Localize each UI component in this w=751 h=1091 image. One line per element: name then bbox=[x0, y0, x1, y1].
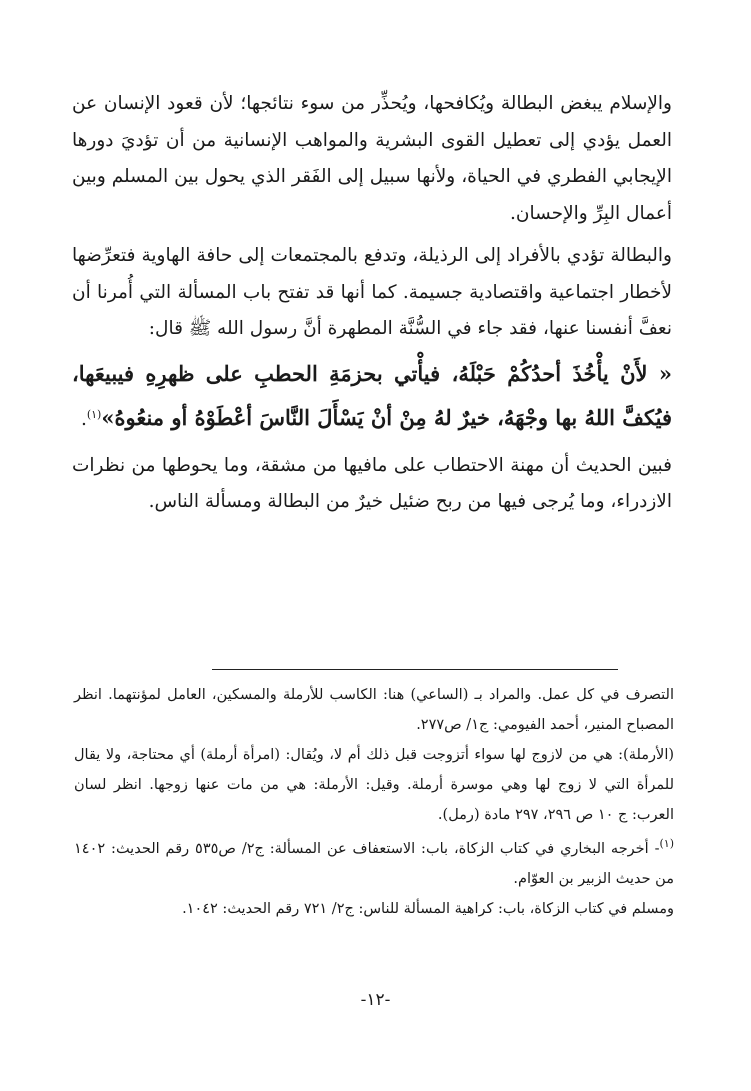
paragraph-conclusion: فبين الحديث أن مهنة الاحتطاب على مافيها من مشقة، وما يحوطها من نظرات الازدراء، وما يُرجى فيها من ربح ضئيل خيرٌ من البطالة ومسألة الناس. bbox=[72, 454, 672, 512]
footnote-ref-1: (١) bbox=[86, 407, 102, 421]
hadith-quote bbox=[72, 352, 672, 440]
footnote-marker: (١) bbox=[659, 837, 674, 851]
hadith-text: « لأَنْ يأْخُذَ أحدُكُمْ حَبْلَهُ، فيأْتي بحزمَةِ الحطبِ على ظهرِهِ فيبيعَها، فيُكفَّ اللهُ بها وجْهَهُ، خيرٌ لهُ مِنْ أنْ يَسْأَلَ النَّاسَ أعْطَوْهُ أو منعُوهُ» bbox=[72, 360, 672, 430]
page-number: -١٢- bbox=[360, 990, 391, 1010]
footnote-separator bbox=[212, 669, 618, 670]
footnote-1-text: - أخرجه البخاري في كتاب الزكاة، باب: الاستعفاف عن المسألة: ج٢/ ص٥٣٥ رقم الحديث: ١٤٠٢ من حديث الزبير بن العوّام. bbox=[74, 841, 674, 887]
paragraph-consequences: والبطالة تؤدي بالأفراد إلى الرذيلة، وتدفع بالمجتمعات إلى حافة الهاوية فتعرِّضها لأخطار اجتماعية واقتصادية جسيمة. كما أنها قد تفتح باب المسألة التي أُمرنا أن نعفَّ أنفسنا عنها، فقد جاء في السُّنَّة المطهرة أنَّ رسول الله ﷺ قال: bbox=[72, 245, 672, 339]
hadith-end: . bbox=[80, 408, 87, 430]
footnotes bbox=[74, 680, 674, 924]
main-text bbox=[72, 86, 672, 521]
footnote-continued-1: التصرف في كل عمل. والمراد بـ (الساعي) هنا: الكاسب للأرملة والمسكين، العامل لمؤنتهما. انظر المصباح المنير، أحمد الفيومي: ج١/ ص٢٧٧. bbox=[74, 687, 674, 733]
footnote-1 bbox=[74, 834, 674, 894]
footnote-1-extra: ومسلم في كتاب الزكاة، باب: كراهية المسألة للناس: ج٢/ ٧٢١ رقم الحديث: ١٠٤٢. bbox=[182, 901, 674, 917]
footnote-continued-2: (الأرملة): هي من لازوج لها سواء أتزوجت قبل ذلك أم لا، ويُقال: (امرأة أرملة) أي محتاجة، ولا يقال للمرأة التي لا زوج لها وهي موسرة أرملة. وقيل: الأرملة: هي من مات عنها زوجها. انظر لسان العرب: ج ١٠ ص ٢٩٦، ٢٩٧ مادة (رمل). bbox=[74, 747, 674, 823]
paragraph-unemployment: والإسلام يبغض البطالة ويُكافحها، ويُحذِّر من سوء نتائجها؛ لأن قعود الإنسان عن العمل يؤدي إلى تعطيل القوى البشرية والمواهب الإنسانية من أن تؤديَ دورها الإيجابي الفطري في الحياة، ولأنها سبيل إلى الفَقر الذي يحول بين المسلم وبين أعمال البِرِّ والإحسان. bbox=[72, 93, 672, 224]
